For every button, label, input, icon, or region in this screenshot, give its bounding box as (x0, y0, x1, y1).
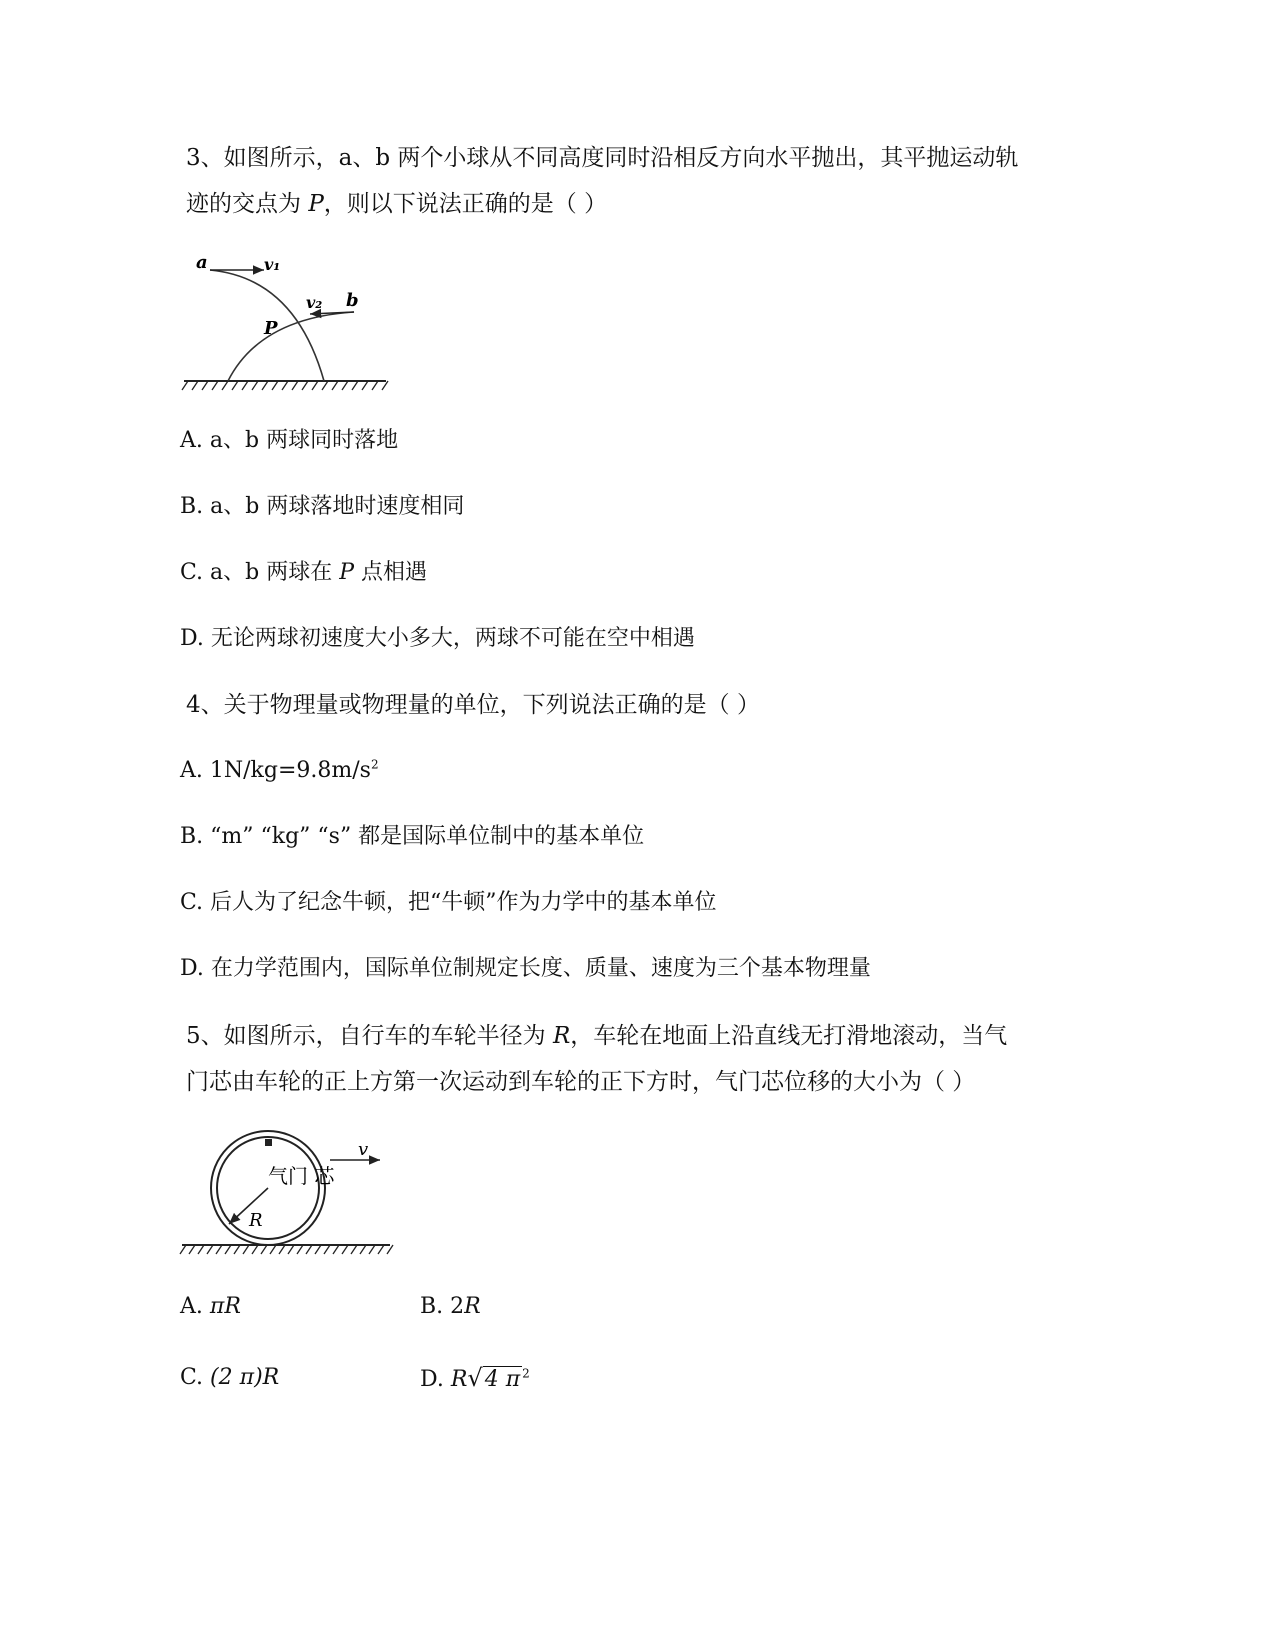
q3-label-b: b (346, 290, 359, 311)
q4-option-a (180, 756, 379, 786)
q5-option-a (180, 1292, 241, 1322)
q3-stem-line2-tail: ，则以下说法正确的是（ ） (323, 191, 608, 217)
q5-wheel-figure (178, 1128, 398, 1258)
q5-option-d-r: R (450, 1367, 468, 1392)
q5-option-d-sqrt-sign: √ (467, 1364, 483, 1392)
q3-stem-line2 (186, 189, 607, 219)
q3-option-c-point: P (339, 560, 355, 585)
q3-label-a: a (196, 252, 208, 273)
q3-option-a: A. a、b 两球同时落地 (180, 428, 399, 453)
q5-option-d-exponent: 2 (522, 1366, 530, 1381)
q5-label-valve: 气门 芯 (268, 1164, 335, 1188)
q3-label-v2: v₂ (306, 293, 323, 312)
q4-option-d: D. 在力学范围内，国际单位制规定长度、质量、速度为三个基本物理量 (180, 956, 871, 981)
q3-point-p: P (308, 191, 324, 217)
q5-option-c (180, 1363, 279, 1393)
q5-label-v: v (358, 1139, 369, 1160)
q5-option-b (420, 1292, 481, 1322)
q5-option-b-text: B. 2 (420, 1294, 465, 1319)
q5-option-a-text: A. (180, 1294, 210, 1319)
q4-option-a-exponent: 2 (370, 757, 379, 772)
q3-option-d: D. 无论两球初速度大小多大，两球不可能在空中相遇 (180, 626, 695, 651)
q3-stem-line2-text: 迹的交点为 (186, 191, 309, 217)
q4-option-a-text: A. 1N/kg=9.8m/s (180, 758, 371, 783)
q4-option-b: B. “m” “kg” “s” 都是国际单位制中的基本单位 (180, 824, 645, 849)
q5-option-c-expr: (2 π)R (210, 1365, 280, 1390)
q3-label-v1: v₁ (264, 255, 281, 274)
q5-option-d-radicand: 4 π (484, 1367, 521, 1392)
q5-option-d (420, 1363, 530, 1395)
q3-label-p: P (264, 318, 278, 339)
q3-projectile-figure (180, 250, 400, 400)
q5-option-a-expr: πR (209, 1294, 241, 1319)
q5-option-d-text: D. (420, 1367, 451, 1392)
q3-option-c (180, 558, 427, 588)
q5-stem-line1-tail: ，车轮在地面上沿直线无打滑地滚动，当气 (570, 1023, 1008, 1049)
q5-option-c-text: C. (180, 1365, 211, 1390)
q4-stem: 4、关于物理量或物理量的单位，下列说法正确的是（ ） (186, 692, 760, 718)
q4-option-c: C. 后人为了纪念牛顿，把“牛顿”作为力学中的基本单位 (180, 890, 717, 915)
q3-stem-line1: 3、如图所示，a、b 两个小球从不同高度同时沿相反方向水平抛出，其平抛运动轨 (186, 145, 1019, 171)
q5-option-b-r: R (464, 1294, 481, 1319)
q5-stem-line1 (186, 1021, 1007, 1051)
q5-stem-line1-text: 5、如图所示，自行车的车轮半径为 (186, 1023, 553, 1049)
q5-radius-symbol: R (552, 1023, 571, 1049)
q3-option-c-tail: 点相遇 (354, 560, 428, 585)
q3-option-c-text: C. a、b 两球在 (180, 560, 340, 585)
q5-stem-line2: 门芯由车轮的正上方第一次运动到车轮的正下方时，气门芯位移的大小为（ ） (186, 1069, 976, 1095)
q3-option-b: B. a、b 两球落地时速度相同 (180, 494, 465, 519)
q5-label-r: R (249, 1210, 263, 1231)
